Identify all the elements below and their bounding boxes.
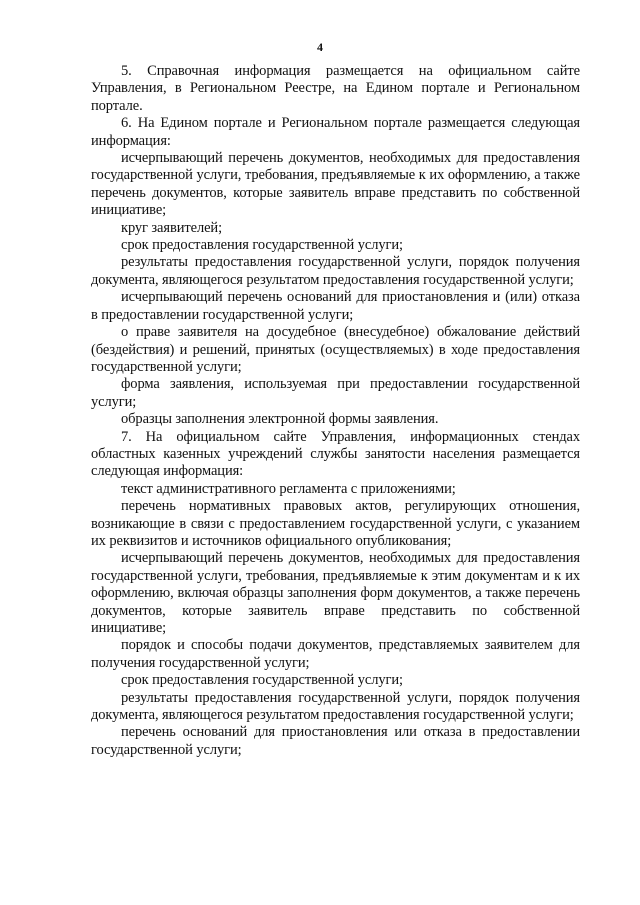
list-item: текст административного регламента с приложениями; xyxy=(121,480,456,497)
paragraph-7-website-info: 7. На официальном сайте Управления, информационных стендах областных казенных учреждений службы занятости населения размещается следующая информация: xyxy=(91,428,580,480)
list-item: образцы заполнения электронной формы заявления. xyxy=(121,411,439,428)
list-item: порядок и способы подачи документов, представляемых заявителем для получения государственной услуги; xyxy=(91,637,580,671)
paragraph-6-portal-info: 6. На Едином портале и Региональном портале размещается следующая информация: xyxy=(91,115,580,149)
document-body xyxy=(91,63,580,759)
list-item: форма заявления, используемая при предоставлении государственной услуги; xyxy=(91,376,580,410)
page-number: 4 xyxy=(317,40,323,54)
list-item: о праве заявителя на досудебное (внесудебное) обжалование действий (бездействия) и решений, принятых (осуществляемых) в ходе предоставления государственной услуги; xyxy=(91,324,580,375)
list-item: результаты предоставления государственной услуги, порядок получения документа, являющегося результатом предоставления государственной услуги; xyxy=(91,254,580,288)
list-item: круг заявителей; xyxy=(121,219,222,236)
list-item: исчерпывающий перечень документов, необходимых для предоставления государственной услуги, требования, предъявляемые к этим документам и к их оформлению, включая образцы заполнения форм документов, а также перечень документов, которые заявитель вправе представить по собственной инициативе; xyxy=(91,550,580,636)
list-item: исчерпывающий перечень документов, необходимых для предоставления государственной услуги, требования, предъявляемые к их оформлению, а также перечень документов, которые заявитель вправе представить по собственной инициативе; xyxy=(91,150,580,219)
list-item: исчерпывающий перечень оснований для приостановления и (или) отказа в предоставлении государственной услуги; xyxy=(91,289,580,323)
paragraph-5-reference-info: 5. Справочная информация размещается на официальном сайте Управления, в Региональном Реестре, на Едином портале и Региональном портале. xyxy=(91,63,580,114)
list-item: срок предоставления государственной услуги; xyxy=(121,237,403,254)
list-item: перечень оснований для приостановления или отказа в предоставлении государственной услуги; xyxy=(91,724,580,758)
list-item: результаты предоставления государственной услуги, порядок получения документа, являющегося результатом предоставления государственной услуги; xyxy=(91,689,580,724)
list-item: срок предоставления государственной услуги; xyxy=(121,672,403,689)
list-item: перечень нормативных правовых актов, регулирующих отношения, возникающие в связи с предоставлением государственной услуги, с указанием их реквизитов и источников официального опубликования; xyxy=(91,498,580,549)
